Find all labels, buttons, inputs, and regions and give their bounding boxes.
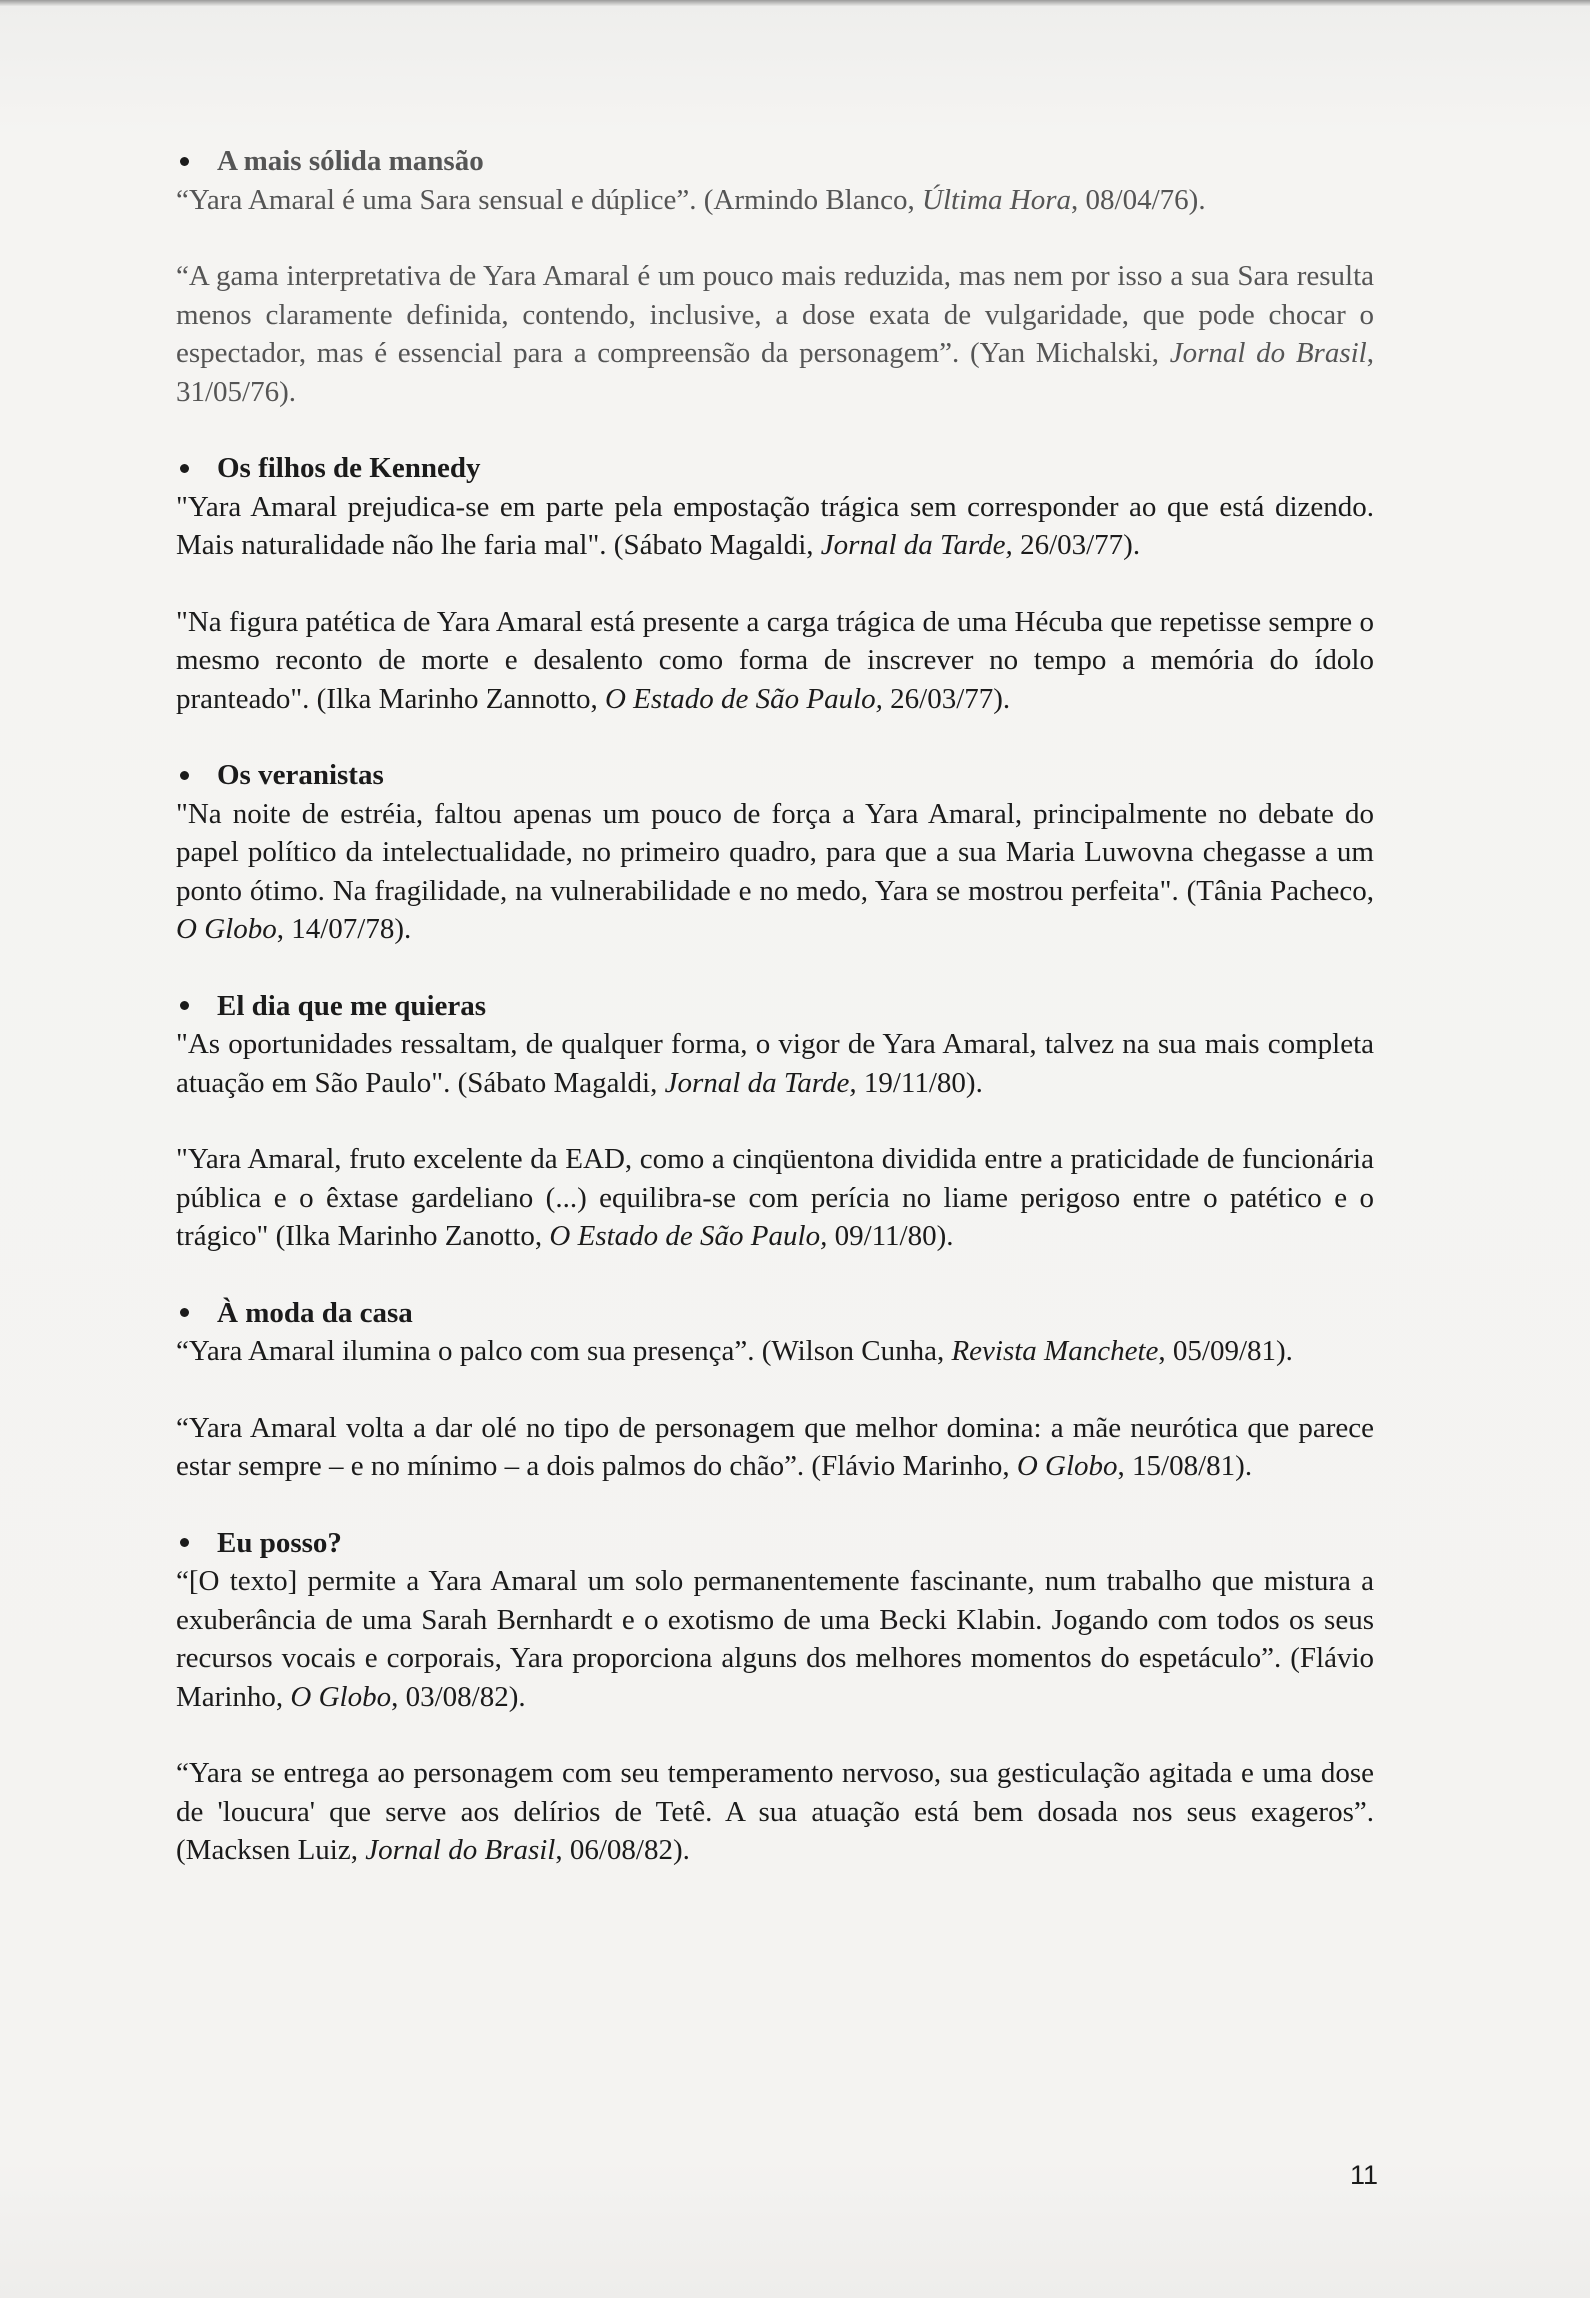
publication-name: O Globo: [290, 1680, 392, 1713]
review-section: [176, 449, 1374, 718]
review-quote: [176, 488, 1374, 565]
publication-name: O Globo: [176, 913, 277, 945]
publication-name: Revista Manchete: [951, 1335, 1159, 1367]
quote-text: “Yara se entrega ao personagem com seu temperamento nervoso, sua gesticulação agitada e uma dose de 'loucura' que serve aos delírios de Tetê. A sua atuação está bem dosada nos seus exageros”. (Macksen Luiz,: [176, 1757, 1374, 1866]
section-heading: [176, 142, 1374, 181]
citation-date: , 03/08/82).: [391, 1680, 526, 1713]
citation-date: 19/11/80).: [856, 1066, 983, 1099]
scan-top-edge: [0, 0, 1590, 6]
quote-text: "Yara Amaral prejudica-se em parte pela empostação trágica sem corresponder ao que está dizendo. Mais naturalidade não lhe faria mal". (Sábato Magaldi,: [176, 490, 1374, 561]
review-quote: [176, 181, 1374, 220]
quote-text: "Yara Amaral, fruto excelente da EAD, como a cinqüentona dividida entre a praticidade de funcionária pública e o êxtase gardeliano (...) equilibra-se com perícia no liame perigoso entre o patético e o trágico" (Ilka Marinho Zanotto,: [176, 1143, 1374, 1252]
quote-text: "Na noite de estréia, faltou apenas um pouco de força a Yara Amaral, principalmente no debate do papel político da intelectualidade, no primeiro quadro, para que a sua Maria Luwovna chegasse a um ponto ótimo. Na fragilidade, na vulnerabilidade e no medo, Yara se mostrou perfeita". (Tânia Pacheco,: [176, 797, 1374, 907]
quote-text: "Na figura patética de Yara Amaral está presente a carga trágica de uma Hécuba que repetisse sempre o mesmo reconto de morte e desalento como forma de inscrever no tempo a memória do ídolo pranteado". (Ilka Marinho Zannotto,: [176, 605, 1374, 715]
section-heading: [176, 1294, 1374, 1333]
review-quote: [176, 1409, 1374, 1486]
publication-name: O Estado de São Paulo,: [604, 682, 883, 715]
section-heading: [176, 449, 1374, 488]
page-number: 11: [1349, 2160, 1378, 2190]
section-heading: [176, 987, 1374, 1026]
page-content: [176, 142, 1374, 1908]
publication-name: Jornal do Brasil: [1169, 337, 1367, 369]
bullet-icon: [180, 464, 189, 473]
bullet-icon: [180, 1308, 189, 1317]
citation-date: , 31/05/76).: [176, 337, 1374, 408]
review-section: [176, 756, 1374, 949]
review-quote: [176, 1754, 1374, 1870]
section-title: A mais sólida mansão: [217, 145, 484, 177]
bullet-icon: [180, 771, 189, 780]
review-quote: [176, 1562, 1374, 1716]
publication-name: Última Hora: [922, 183, 1072, 216]
bullet-icon: [180, 1001, 189, 1010]
review-quote: [176, 257, 1374, 411]
review-section: [176, 987, 1374, 1256]
section-title: Os veranistas: [217, 759, 384, 791]
section-title: El dia que me quieras: [217, 989, 487, 1022]
citation-date: 26/03/77).: [1012, 529, 1141, 561]
publication-name: Jornal da Tarde,: [664, 1066, 857, 1099]
citation-date: 26/03/77).: [882, 682, 1011, 715]
review-quote: [176, 1140, 1374, 1256]
section-title: À moda da casa: [217, 1296, 413, 1329]
bullet-icon: [180, 157, 189, 166]
quote-text: “A gama interpretativa de Yara Amaral é um pouco mais reduzida, mas nem por isso a sua Sara resulta menos claramente definida, contendo, inclusive, a dose exata de vulgaridade, que pode chocar o espectador, mas é essencial para a compreensão da personagem”. (Yan Michalski,: [176, 260, 1374, 369]
review-quote: [176, 1025, 1374, 1102]
section-title: Eu posso?: [217, 1526, 342, 1559]
citation-date: 09/11/80).: [827, 1220, 954, 1252]
citation-date: , 06/08/82).: [555, 1834, 690, 1866]
citation-date: , 15/08/81).: [1117, 1450, 1253, 1482]
publication-name: O Estado de São Paulo,: [549, 1220, 828, 1252]
quote-text: “Yara Amaral volta a dar olé no tipo de personagem que melhor domina: a mãe neurótica que parece estar sempre – e no mínimo – a dois palmos do chão”. (Flávio Marinho,: [176, 1411, 1374, 1482]
publication-name: O Globo: [1016, 1450, 1118, 1482]
quote-text: “Yara Amaral ilumina o palco com sua presença”. (Wilson Cunha,: [176, 1335, 952, 1367]
publication-name: Jornal do Brasil: [365, 1834, 556, 1866]
review-quote: [176, 1332, 1374, 1371]
publication-name: Jornal da Tarde,: [820, 529, 1013, 561]
quote-text: “[O texto] permite a Yara Amaral um solo permanentemente fascinante, num trabalho que mistura a exuberância de uma Sarah Bernhardt e o exotismo de uma Becki Klabin. Jogando com todos os seus recursos vocais e corporais, Yara proporciona alguns dos melhores momentos do espetáculo”. (Flávio Marinho,: [176, 1565, 1374, 1713]
review-quote: [176, 603, 1374, 719]
review-section: [176, 1294, 1374, 1486]
section-heading: [176, 1524, 1374, 1563]
citation-date: , 14/07/78).: [276, 913, 412, 945]
citation-date: , 05/09/81).: [1158, 1335, 1293, 1367]
quote-text: “Yara Amaral é uma Sara sensual e dúplice”. (Armindo Blanco,: [176, 183, 922, 216]
review-quote: [176, 795, 1374, 949]
section-heading: [176, 756, 1374, 795]
bullet-icon: [180, 1538, 189, 1547]
review-section: [176, 1524, 1374, 1870]
citation-date: , 08/04/76).: [1071, 183, 1206, 216]
quote-text: "As oportunidades ressaltam, de qualquer forma, o vigor de Yara Amaral, talvez na sua mais completa atuação em São Paulo". (Sábato Magaldi,: [176, 1028, 1374, 1099]
review-section: [176, 142, 1374, 411]
section-title: Os filhos de Kennedy: [217, 452, 481, 484]
